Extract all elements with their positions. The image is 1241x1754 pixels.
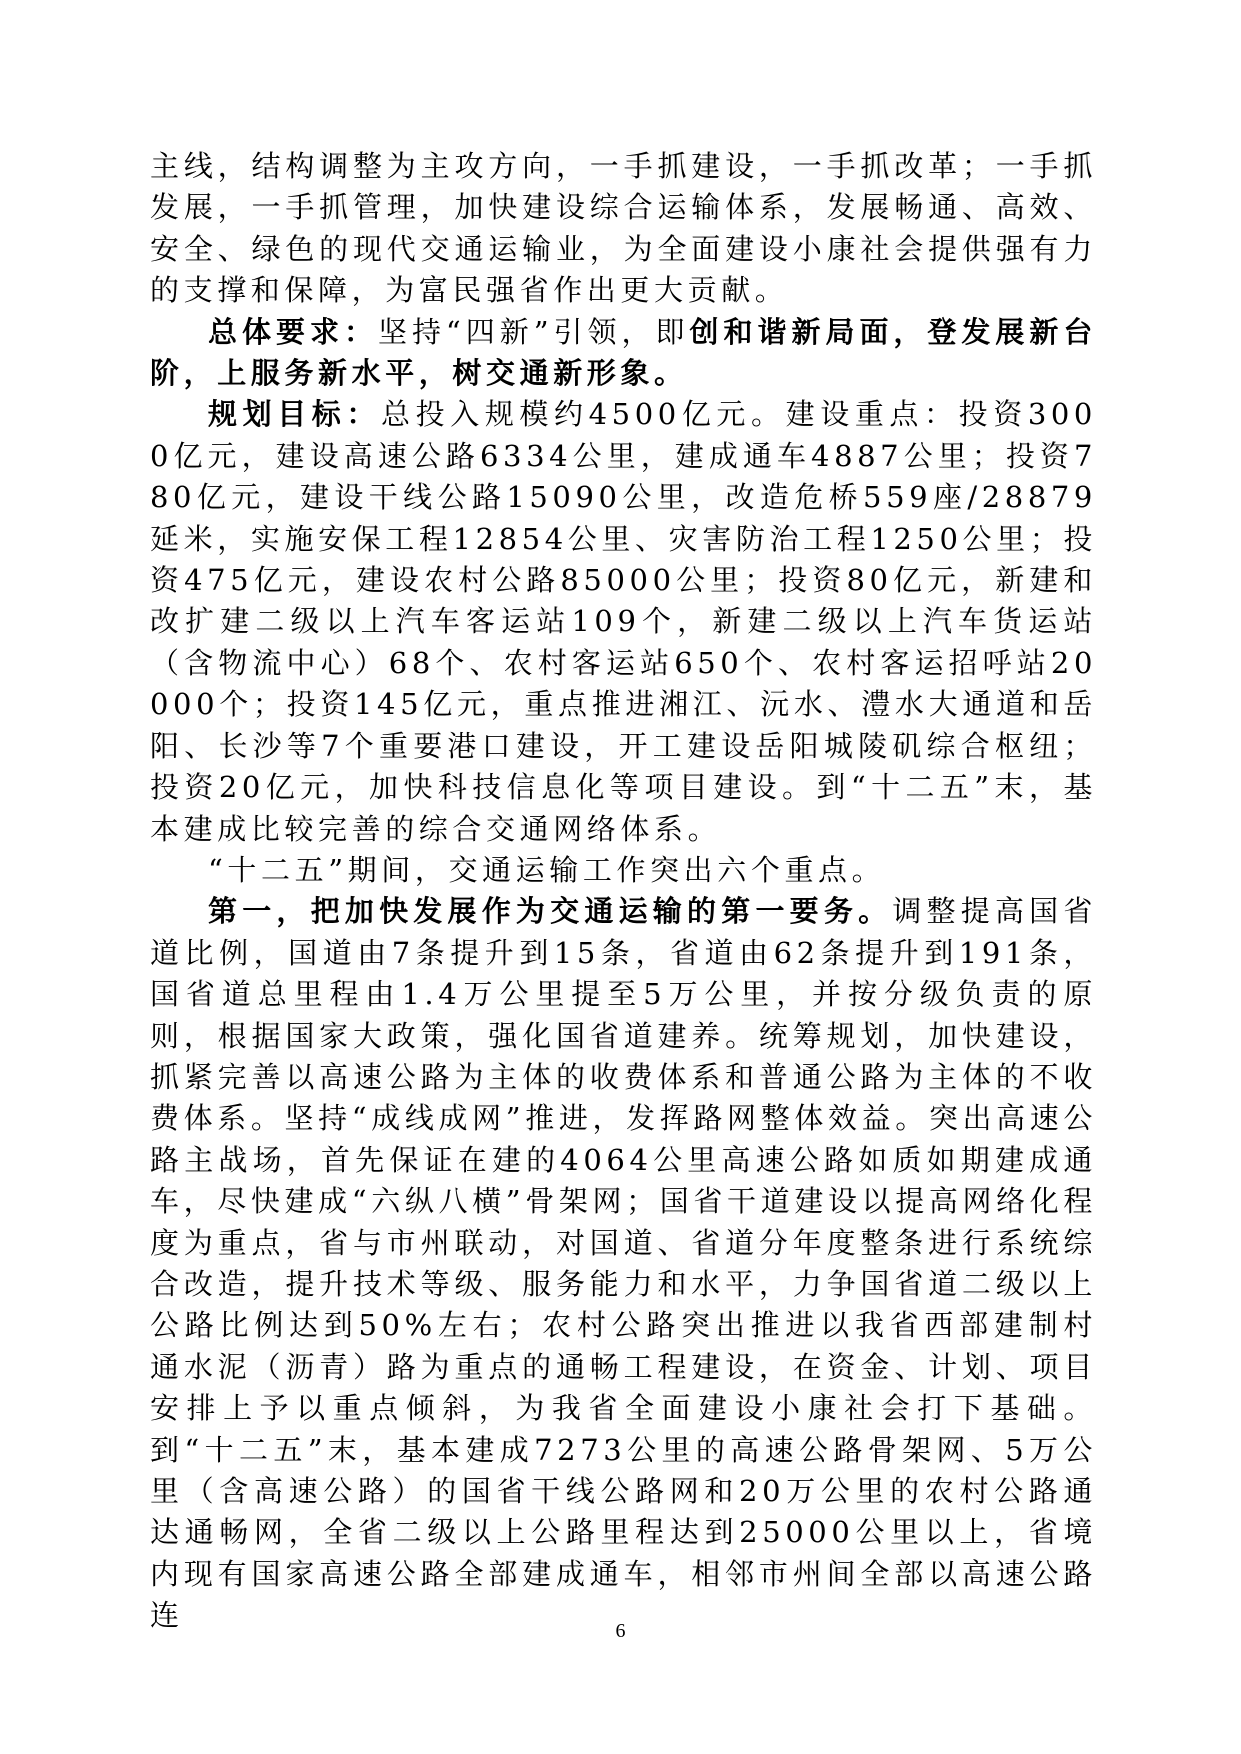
heading-first-point: 第一，把加快发展作为交通运输的第一要务。 xyxy=(208,894,893,929)
paragraph-planning-targets xyxy=(150,394,1097,849)
paragraph-text: 坚持“四新”引领，即 xyxy=(377,314,690,349)
paragraph-intro xyxy=(150,146,1097,312)
paragraph-first-point xyxy=(150,891,1097,1636)
heading-planning-targets: 规划目标： xyxy=(208,397,382,432)
paragraph-overall-requirements xyxy=(150,312,1097,395)
paragraph-six-key-points xyxy=(150,850,1097,891)
paragraph-text: “十二五”期间，交通运输工作突出六个重点。 xyxy=(208,852,886,887)
paragraph-text: 主线，结构调整为主攻方向，一手抓建设，一手抓改革；一手抓发展，一手抓管理，加快建设综合运输体系，发展畅通、高效、安全、绿色的现代交通运输业，为全面建设小康社会提供强有力的支撑和保障，为富民强省作出更大贡献。 xyxy=(150,149,1097,308)
paragraph-text: 调整提高国省道比例，国道由7条提升到15条，省道由62条提升到191条，国省道总里程由1.4万公里提至5万公里，并按分级负责的原则，根据国家大政策，强化国省道建养。统筹规划，加快建设，抓紧完善以高速公路为主体的收费体系和普通公路为主体的不收费体系。坚持“成线成网”推进，发挥路网整体效益。突出高速公路主战场，首先保证在建的4064公里高速公路如质如期建成通车，尽快建成“六纵八横”骨架网；国省干道建设以提高网络化程度为重点，省与市州联动，对国道、省道分年度整条进行系统综合改造，提升技术等级、服务能力和水平，力争国省道二级以上公路比例达到50%左右；农村公路突出推进以我省西部建制村通水泥（沥青）路为重点的通畅工程建设，在资金、计划、项目安排上予以重点倾斜，为我省全面建设小康社会打下基础。到“十二五”末，基本建成7273公里的高速公路骨架网、5万公里（含高速公路）的国省干线公路网和20万公里的农村公路通达通畅网，全省二级以上公路里程达到25000公里以上，省境内现有国家高速公路全部建成通车，相邻市州间全部以高速公路连 xyxy=(150,894,1097,1633)
document-page xyxy=(150,146,1097,1637)
paragraph-text: 总投入规模约4500亿元。建设重点：投资3000亿元，建设高速公路6334公里，建成通车4887公里；投资780亿元，建设干线公路15090公里，改造危桥559座/28879延米，实施安保工程12854公里、灾害防治工程1250公里；投资475亿元，建设农村公路85000公里；投资80亿元，新建和改扩建二级以上汽车客运站109个，新建二级以上汽车货运站（含物流中心）68个、农村客运站650个、农村客运招呼站20000个；投资145亿元，重点推进湘江、沅水、澧水大通道和岳阳、长沙等7个重要港口建设，开工建设岳阳城陵矶综合枢纽；投资20亿元，加快科技信息化等项目建设。到“十二五”末，基本建成比较完善的综合交通网络体系。 xyxy=(150,397,1097,846)
requirements-slogan: 创和谐新局面，登发展新台阶，上服务新水平，树交通新形象。 xyxy=(150,314,1097,391)
page-number: 6 xyxy=(615,1620,626,1642)
heading-overall-requirements: 总体要求： xyxy=(208,314,378,349)
